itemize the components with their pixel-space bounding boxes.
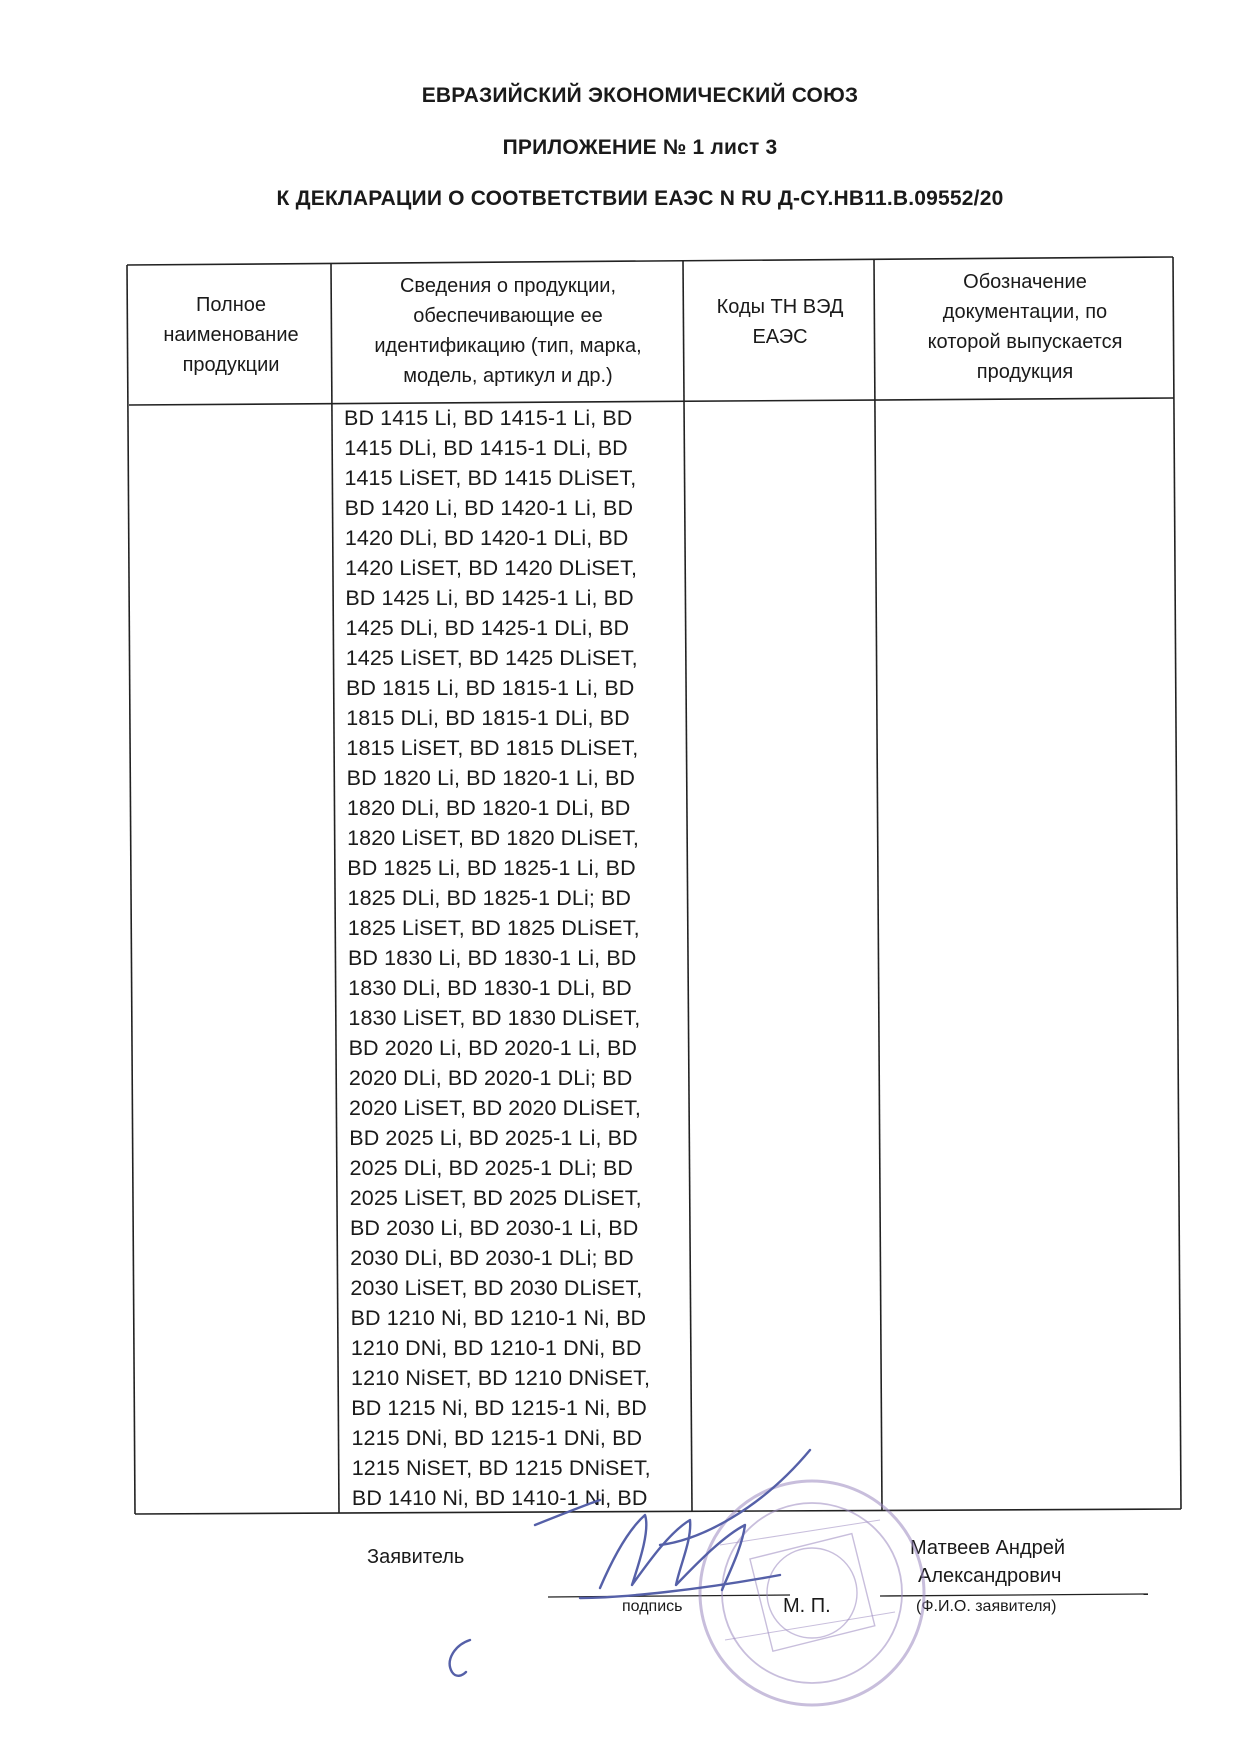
column-header-documentation: Обозначение документации, по которой выпускается продукция [927, 271, 1123, 383]
signature-caption: подпись [622, 1598, 683, 1615]
model-line: BD 1420 Li, BD 1420-1 Li, BD [344, 496, 634, 520]
model-line: BD 1820 Li, BD 1820-1 Li, BD [346, 766, 636, 790]
model-line: BD 2020 Li, BD 2020-1 Li, BD [348, 1036, 638, 1060]
model-line: BD 1830 Li, BD 1830-1 Li, BD [347, 946, 637, 970]
model-line: 2020 LiSET, BD 2020 DLiSET, [349, 1096, 641, 1120]
appendix-title: ПРИЛОЖЕНИЕ № 1 лист 3 [502, 136, 778, 159]
union-title: ЕВРАЗИЙСКИЙ ЭКОНОМИЧЕСКИЙ СОЮЗ [421, 84, 859, 107]
model-line: 1420 DLi, BD 1420-1 DLi, BD [344, 526, 629, 550]
model-line: 1215 DNi, BD 1215-1 DNi, BD [351, 1426, 643, 1450]
model-line: 1420 LiSET, BD 1420 DLiSET, [345, 556, 638, 580]
model-line: 1425 DLi, BD 1425-1 DLi, BD [345, 616, 630, 640]
model-line: 1210 NiSET, BD 1210 DNiSET, [351, 1366, 651, 1390]
model-line: 2020 DLi, BD 2020-1 DLi; BD [348, 1066, 633, 1090]
model-line: 1210 DNi, BD 1210-1 DNi, BD [350, 1336, 642, 1360]
model-line: 1820 LiSET, BD 1820 DLiSET, [347, 826, 639, 850]
column-header-tn-ved: Коды ТН ВЭД ЕАЭС [716, 296, 844, 348]
model-line: BD 1215 Ni, BD 1215-1 Ni, BD [351, 1396, 647, 1420]
handwritten-signature [450, 1450, 810, 1676]
applicant-label: Заявитель [367, 1546, 465, 1568]
model-line: BD 1425 Li, BD 1425-1 Li, BD [345, 586, 634, 610]
applicant-name-second: Александрович [918, 1565, 1062, 1587]
stamp-caption: М. П. [783, 1595, 831, 1617]
model-line: BD 1210 Ni, BD 1210-1 Ni, BD [350, 1306, 647, 1330]
model-line: BD 1815 Li, BD 1815-1 Li, BD [345, 676, 635, 700]
model-line: 2025 DLi, BD 2025-1 DLi; BD [349, 1156, 634, 1180]
model-line: 1820 DLi, BD 1820-1 DLi, BD [346, 796, 631, 820]
model-line: BD 2030 Li, BD 2030-1 Li, BD [349, 1216, 639, 1240]
model-line: 1825 LiSET, BD 1825 DLiSET, [347, 916, 640, 940]
column-header-full-name: Полное наименование продукции [163, 294, 299, 376]
model-line: 1830 DLi, BD 1830-1 DLi, BD [348, 976, 632, 1000]
declaration-number: К ДЕКЛАРАЦИИ О СООТВЕТСТВИИ ЕАЭС N RU Д-CY.НВ11.В.09552/20 [276, 187, 1004, 210]
column-header-identification: Сведения о продукции, обеспечивающие ее идентификацию (тип, марка, модель, артикул и др.) [374, 275, 642, 387]
applicant-name-caption: (Ф.И.О. заявителя) [916, 1598, 1057, 1615]
model-line: 1815 DLi, BD 1815-1 DLi, BD [346, 706, 630, 730]
model-line: 2030 DLi, BD 2030-1 DLi; BD [350, 1246, 634, 1270]
company-seal [700, 1481, 924, 1705]
model-line: BD 1825 Li, BD 1825-1 Li, BD [347, 856, 636, 880]
applicant-name-first: Матвеев Андрей [910, 1537, 1066, 1559]
model-line: 1425 LiSET, BD 1425 DLiSET, [345, 646, 638, 670]
model-line: 2030 LiSET, BD 2030 DLiSET, [350, 1276, 643, 1300]
model-line: 1825 DLi, BD 1825-1 DLi; BD [347, 886, 632, 910]
model-line: 1415 LiSET, BD 1415 DLiSET, [344, 466, 637, 490]
model-line: 1415 DLi, BD 1415-1 DLi, BD [344, 436, 628, 460]
model-line: 1215 NiSET, BD 1215 DNiSET, [351, 1456, 651, 1480]
model-line: 1830 LiSET, BD 1830 DLiSET, [348, 1006, 641, 1030]
model-line: BD 1410 Ni, BD 1410-1 Ni, BD [351, 1486, 648, 1510]
name-line [880, 1594, 1148, 1596]
model-line: 2025 LiSET, BD 2025 DLiSET, [349, 1186, 642, 1210]
model-line: BD 1415 Li, BD 1415-1 Li, BD [344, 406, 633, 430]
model-line: 1815 LiSET, BD 1815 DLiSET, [346, 736, 639, 760]
signature-line [548, 1595, 790, 1597]
model-line: BD 2025 Li, BD 2025-1 Li, BD [349, 1126, 638, 1150]
